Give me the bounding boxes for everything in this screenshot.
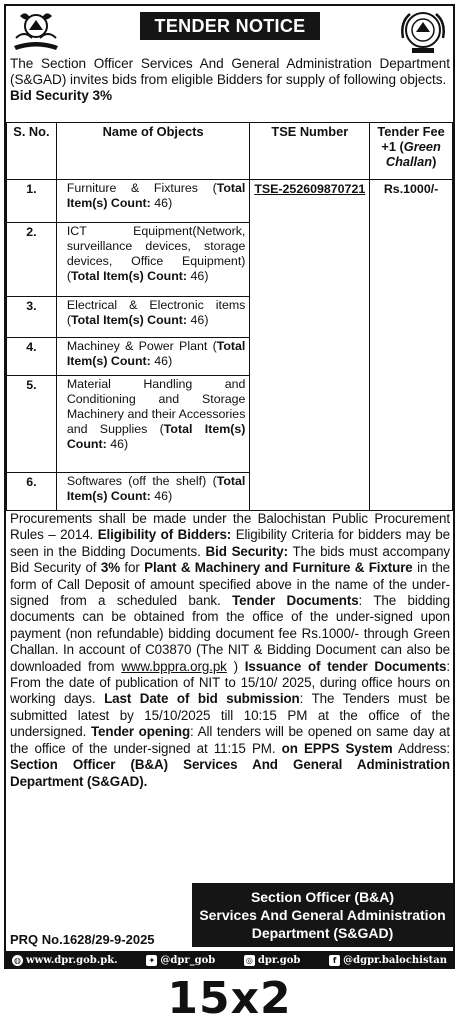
object-name: Electrical & Electronic items (Total Item(s) Count: 46) <box>56 297 250 338</box>
tse-number: TSE-252609870721 <box>250 180 370 511</box>
table-row: 6. Softwares (off the shelf) (Total Item(s) Count: 46) <box>7 473 453 511</box>
col-name: Name of Objects <box>56 123 250 180</box>
objects-table <box>6 122 453 511</box>
tender-fee: Rs.1000/- <box>370 180 453 511</box>
table-row: 5. Material Handling and Conditioning and Storage Machinery and their Accessories and Supplies (Total Item(s) Count: 46) <box>7 376 453 473</box>
header <box>6 6 453 54</box>
bid-security-label: Bid Security 3% <box>10 88 112 103</box>
globe-icon: ◍ <box>12 955 23 966</box>
table-header-row <box>7 123 453 180</box>
footer-facebook[interactable]: f @dgpr.balochistan <box>329 955 447 966</box>
twitter-icon: ✦ <box>146 955 157 966</box>
footer-website[interactable]: ◍ www.dpr.gob.pk. <box>14 954 118 966</box>
object-name: Furniture & Fixtures (Total Item(s) Count: 46) <box>56 180 250 223</box>
signature-block: Section Officer (B&A) Services And General Administration Department (S&GAD) <box>192 883 453 947</box>
tender-notice-frame <box>4 4 455 969</box>
table-row: 1. Furniture & Fixtures (Total Item(s) Count: 46) TSE-252609870721 Rs.1000/- <box>7 180 453 223</box>
notice-title: TENDER NOTICE <box>140 12 320 40</box>
col-tse: TSE Number <box>250 123 370 180</box>
footer-instagram[interactable]: ◎ dpr.gob <box>245 954 301 966</box>
balochistan-emblem-icon <box>10 8 62 52</box>
object-name: Material Handling and Conditioning and Storage Machinery and their Accessories and Supplies (Total Item(s) Count: 46) <box>56 376 250 473</box>
ad-size-label: 15x2 <box>167 973 292 1024</box>
dgpr-seal-icon <box>398 8 448 54</box>
footer-twitter[interactable]: ✦ @dpr_gob <box>146 955 215 966</box>
col-fee: Tender Fee +1 (Green Challan) <box>370 123 453 180</box>
prq-number: PRQ No.1628/29-9-2025 <box>10 932 155 947</box>
bppra-website-link[interactable]: www.bppra.org.pk <box>121 658 227 674</box>
table-row: 2. ICT Equipment(Network, surveillance devices, storage devices, Office Equipment) (Total Item(s) Count: 46) <box>7 223 453 297</box>
col-sno: S. No. <box>7 123 57 180</box>
table-row: 4. Machiney & Power Plant (Total Item(s) Count: 46) <box>7 338 453 376</box>
object-name: Softwares (off the shelf) (Total Item(s) Count: 46) <box>56 473 250 511</box>
intro-paragraph: The Section Officer Services And General Administration Department (S&GAD) invites bids from eligible Bidders for supply of following objects. Bid Security 3% <box>10 56 450 103</box>
object-name: Machiney & Power Plant (Total Item(s) Count: 46) <box>56 338 250 376</box>
instagram-icon: ◎ <box>244 955 255 966</box>
facebook-icon: f <box>329 955 340 966</box>
object-name: ICT Equipment(Network, surveillance devices, storage devices, Office Equipment) (Total Item(s) Count: 46) <box>56 223 250 297</box>
footer-bar <box>6 951 453 969</box>
terms-paragraph: Procurements shall be made under the Balochistan Public Procurement Rules – 2014. Eligibility of Bidders: Eligibility Criteria for bidders may be seen in the Bidding Documents. Bid Security: The bids must accompany Bid Security of 3% for Plant & Machinery and Furniture & Fixture in the form of Call Deposit of amount specified above in the name of the under-signed from a scheduled bank. Tender Documents: The bidding documents can be obtained from the office of the under-signed upon payment (non refundable) bidding document fee Rs.1000/- through Green Challan. In account of C03870 (The NIT & Bidding Document can also be downloaded from www.bppra.org.pk ) Issuance of tender Documents: From the date of publication of NIT to 15/10/ 2025, during office hours on working days. Last Date of bid submission: The Tenders must be submitted latest by 15/10/2025 till 10:15 PM at the office of the undersigned. Tender opening: All tenders will be opened on same day at the office of the under-signed at 11:15 PM. on EPPS System Address: Section Officer (B&A) Services And General Administration Department (S&GAD). <box>10 511 451 789</box>
table-row: 3. Electrical & Electronic items (Total Item(s) Count: 46) <box>7 297 453 338</box>
